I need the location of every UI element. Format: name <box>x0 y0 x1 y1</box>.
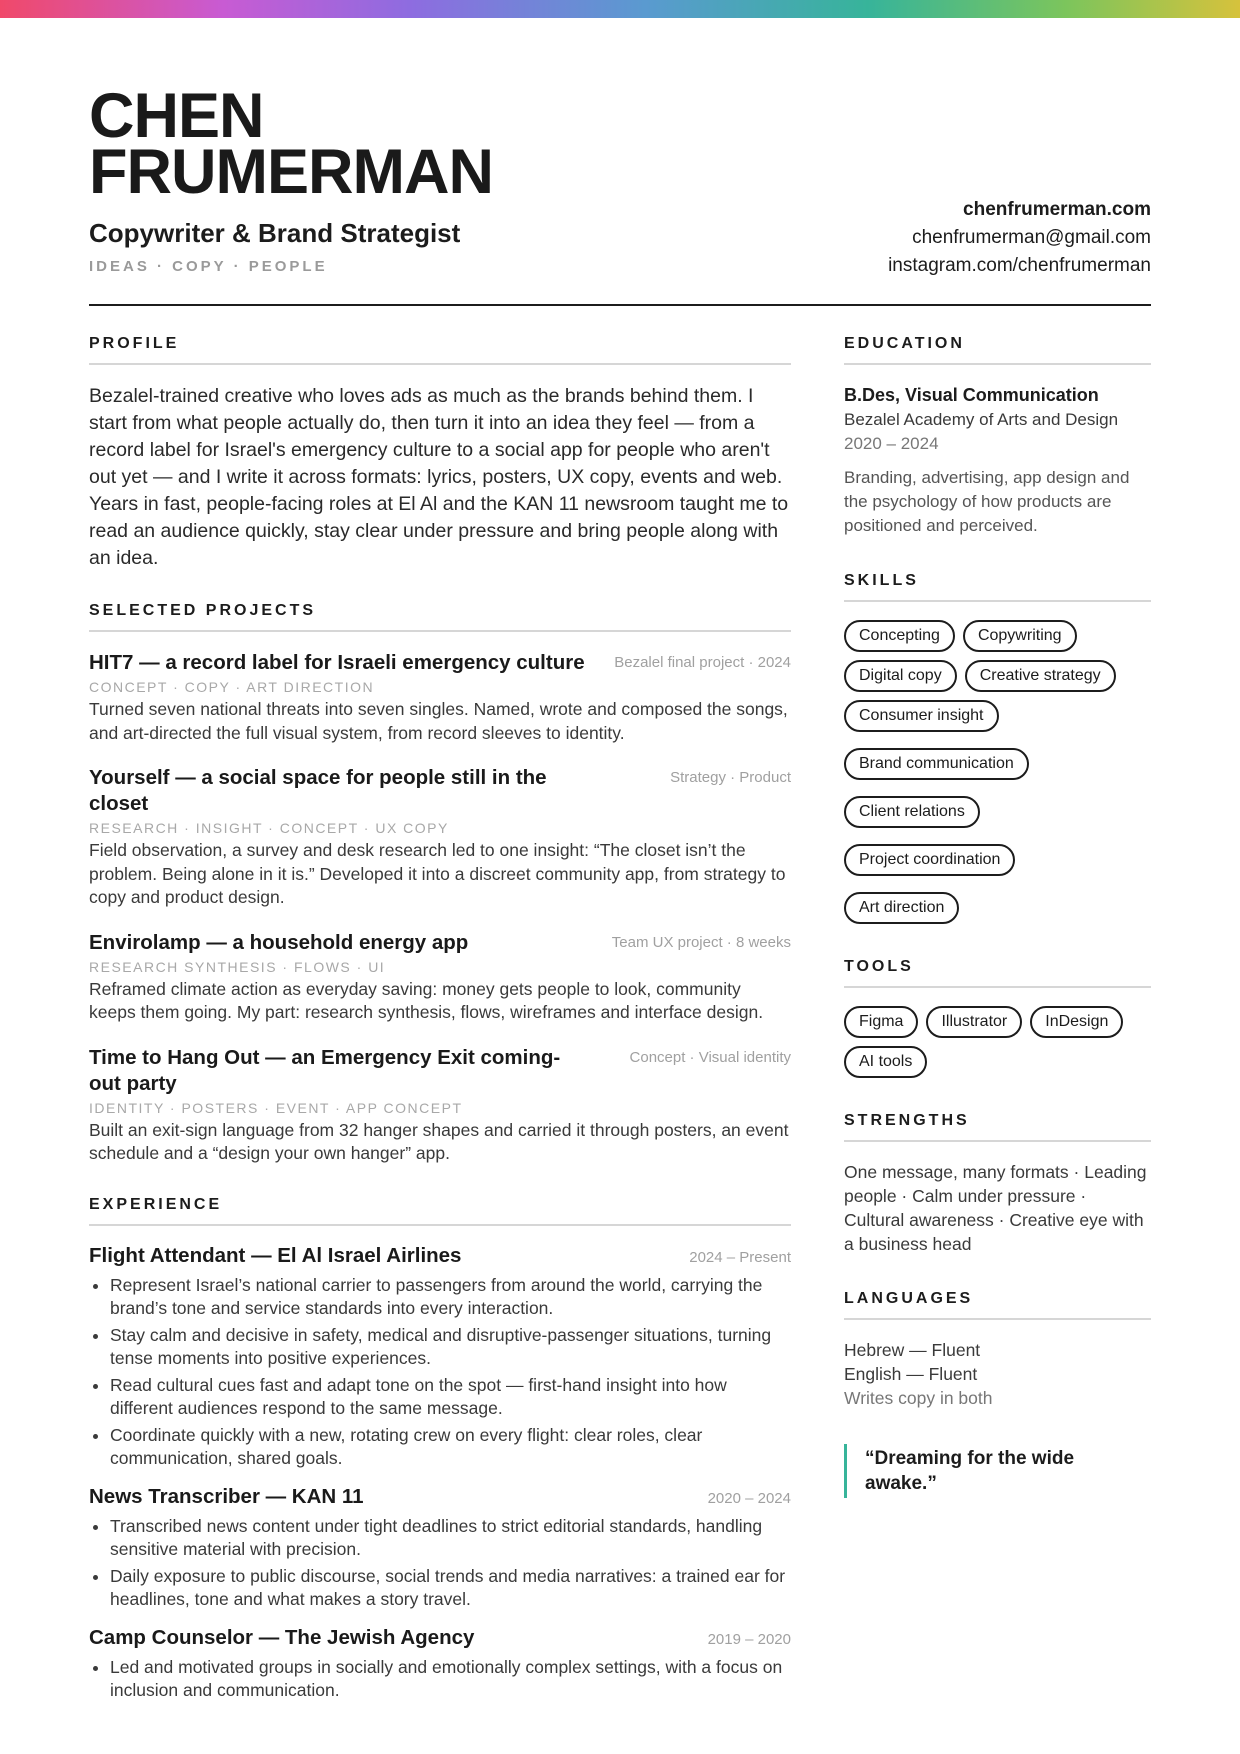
job-item <box>89 1485 791 1612</box>
skill-chip: Brand communication <box>844 748 1029 780</box>
tool-chip: AI tools <box>844 1046 927 1078</box>
website-link[interactable]: chenfrumerman.com <box>963 199 1151 220</box>
project-item <box>89 650 791 745</box>
rainbow-top-bar <box>0 0 1240 18</box>
project-title: HIT7 — a record label for Israeli emergency culture <box>89 651 585 674</box>
sidebar-column <box>844 335 1151 1498</box>
skills-heading: SKILLS <box>844 572 1151 602</box>
job-bullet: • Coordinate quickly with a new, rotating crew on every flight: clear roles, clear communication, shared goals. <box>110 1424 791 1471</box>
education-years: 2020 – 2024 <box>844 434 939 453</box>
job-item <box>89 1244 791 1471</box>
project-meta: Team UX project · 8 weeks <box>611 933 791 951</box>
job-bullet: • Represent Israel’s national carrier to passengers from around the world, carrying the brand’s tone and service standards into every interaction. <box>110 1274 791 1321</box>
education-description: Branding, advertising, app design and the psychology of how products are positioned and perceived. <box>844 468 1130 535</box>
project-meta: Bezalel final project · 2024 <box>614 654 791 671</box>
name-line-last: FRUMERMAN <box>89 137 493 207</box>
language-item: Hebrew — Fluent <box>844 1340 981 1360</box>
project-tags: IDENTITY · POSTERS · EVENT · APP CONCEPT <box>89 1099 463 1116</box>
project-meta: Strategy · Product <box>670 769 791 786</box>
profile-heading: PROFILE <box>89 335 791 365</box>
job-bullet: • Read cultural cues fast and adapt tone on the spot — first-hand insight into how different audiences respond to the same message. <box>110 1374 791 1421</box>
project-tags: RESEARCH · INSIGHT · CONCEPT · UX COPY <box>89 820 449 836</box>
project-description: Turned seven national threats into seven singles. Named, wrote and composed the songs, and art-directed the full visual system, from record sleeves to identity. <box>89 699 788 743</box>
project-item <box>89 930 791 1025</box>
skill-chip: Digital copy <box>844 660 957 692</box>
job-item <box>89 1626 791 1703</box>
tool-chip: Figma <box>844 1006 918 1038</box>
project-item <box>89 1045 791 1166</box>
education-school: Bezalel Academy of Arts and Design <box>844 410 1119 429</box>
main-column <box>89 335 791 1717</box>
strengths-text: One message, many formats · Leading people · Calm under pressure · Cultural awareness · Creative eye with a business head <box>844 1162 1147 1254</box>
project-title: Envirolamp — a household energy app <box>89 930 469 954</box>
tools-heading: TOOLS <box>844 958 1151 988</box>
instagram-link[interactable]: instagram.com/chenfrumerman <box>888 255 1151 276</box>
project-description: Built an exit-sign language from 32 hanger shapes and carried it through posters, an event schedule and a “design your own hanger” app. <box>89 1119 789 1163</box>
project-description: Field observation, a survey and desk research led to one insight: “The closet isn’t the problem. Being alone in it is.” Developed it into a discreet community app, from strategy to copy and product design. <box>89 840 786 907</box>
tool-chip: Illustrator <box>926 1006 1022 1038</box>
skills-chips <box>844 620 1151 924</box>
skill-chip: Project coordination <box>844 844 1015 876</box>
resume-header <box>89 81 1151 306</box>
job-bullet: • Transcribed news content under tight deadlines to strict editorial standards, handling sensitive material with precision. <box>110 1515 791 1562</box>
project-tags: CONCEPT · COPY · ART DIRECTION <box>89 679 375 695</box>
job-bullets <box>89 1274 791 1471</box>
skill-chip: Client relations <box>844 796 980 828</box>
project-description: Reframed climate action as everyday saving: money gets people to look, community keeps them going. My part: research synthesis, flows, wireframes and interface design. <box>89 978 764 1022</box>
profile-text: Bezalel-trained creative who loves ads as much as the brands behind them. I start from what people actually do, then turn it into an idea they feel — from a record label for Israel's emergency culture to a social app for people who aren't out yet — and I write it across formats: lyrics, posters, UX copy, events and web. Years in fast, people-facing roles at El Al and the KAN 11 newsroom taught me to read an audience quickly, stay clear under pressure and bring people along with an idea. <box>89 385 789 569</box>
skill-chip: Consumer insight <box>844 700 999 732</box>
job-role: Copywriter & Brand Strategist <box>89 218 461 248</box>
project-tags: RESEARCH SYNTHESIS · FLOWS · UI <box>89 958 386 975</box>
candidate-name <box>89 81 493 207</box>
tagline: IDEAS · COPY · PEOPLE <box>89 258 328 275</box>
contact-block <box>888 196 1151 280</box>
job-title: Camp Counselor — The Jewish Agency <box>89 1625 475 1649</box>
skill-chip: Creative strategy <box>965 660 1116 692</box>
job-title: Flight Attendant — El Al Israel Airlines <box>89 1243 462 1267</box>
strengths-heading: STRENGTHS <box>844 1112 1151 1142</box>
skill-chip: Art direction <box>844 892 959 924</box>
language-note: Writes copy in both <box>844 1388 993 1408</box>
job-bullets <box>89 1656 791 1703</box>
job-bullet: • Led and motivated groups in socially and emotionally complex settings, with a focus on inclusion and communication. <box>110 1656 791 1703</box>
language-item: English — Fluent <box>844 1364 978 1384</box>
education-heading: EDUCATION <box>844 335 1151 365</box>
name-line-first: CHEN <box>89 81 264 151</box>
job-date: 2024 – Present <box>689 1248 791 1266</box>
education-degree: B.Des, Visual Communication <box>844 385 1099 405</box>
project-title: Yourself — a social space for people still in the closet <box>89 766 547 815</box>
skill-chip: Concepting <box>844 620 955 652</box>
experience-heading: EXPERIENCE <box>89 1196 791 1226</box>
projects-heading: SELECTED PROJECTS <box>89 602 791 632</box>
job-bullets <box>89 1515 791 1612</box>
skill-chip: Copywriting <box>963 620 1077 652</box>
job-bullet: • Stay calm and decisive in safety, medical and disruptive-passenger situations, turning tense moments into positive experiences. <box>110 1324 791 1371</box>
tool-chip: InDesign <box>1030 1006 1123 1038</box>
email-link[interactable]: chenfrumerman@gmail.com <box>912 227 1151 248</box>
project-meta: Concept · Visual identity <box>629 1048 791 1066</box>
languages-heading: LANGUAGES <box>844 1290 1151 1320</box>
job-date: 2020 – 2024 <box>707 1489 791 1507</box>
tools-chips <box>844 1006 1151 1078</box>
job-bullet: • Daily exposure to public discourse, social trends and media narratives: a trained ear for headlines, tone and what makes a story travel. <box>110 1565 791 1612</box>
project-item <box>89 765 791 910</box>
project-title: Time to Hang Out — an Emergency Exit coming-out party <box>89 1045 561 1095</box>
personal-quote: “Dreaming for the wide awake.” <box>844 1444 1151 1498</box>
job-title: News Transcriber — KAN 11 <box>89 1484 364 1508</box>
job-date: 2019 – 2020 <box>707 1630 791 1648</box>
